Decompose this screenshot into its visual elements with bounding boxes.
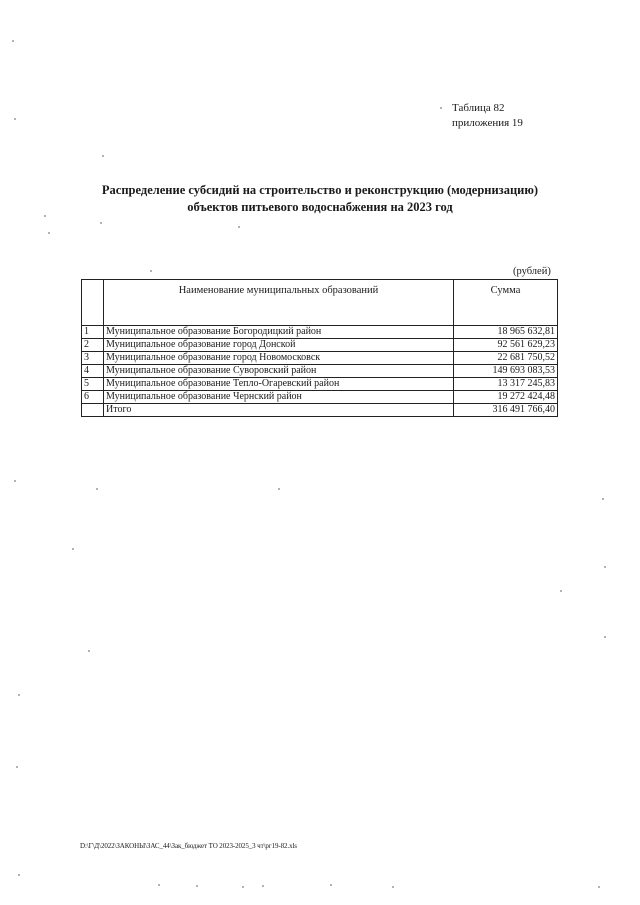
- row-name: Муниципальное образование Чернский район: [104, 391, 454, 404]
- table-row: [82, 352, 558, 365]
- row-number: 4: [82, 365, 104, 378]
- document-title: [60, 182, 580, 216]
- scan-speck: [196, 885, 198, 887]
- total-number: [82, 404, 104, 417]
- header-number: [82, 280, 104, 326]
- row-sum: 22 681 750,52: [454, 352, 558, 365]
- scan-speck: [238, 226, 240, 228]
- file-path: D:\Г\Д\2022\ЗАКОНЫ\ЗАС_44\Зак_бюджет ТО 2023-2025_3 чт\рг19-82.xls: [80, 842, 297, 850]
- row-sum: 18 965 632,81: [454, 326, 558, 339]
- row-number: 3: [82, 352, 104, 365]
- scan-speck: [330, 884, 332, 886]
- table-row: [82, 339, 558, 352]
- scan-speck: [14, 118, 16, 120]
- scan-speck: [12, 40, 14, 42]
- header-name: Наименование муниципальных образований: [104, 280, 454, 326]
- scan-speck: [96, 488, 98, 490]
- table-number: Таблица 82: [452, 102, 505, 114]
- scan-speck: [604, 566, 606, 568]
- scan-speck: [150, 270, 152, 272]
- table-total-row: [82, 404, 558, 417]
- scan-speck: [604, 636, 606, 638]
- table-header-row: [82, 280, 558, 326]
- table-row: [82, 391, 558, 404]
- scan-speck: [242, 886, 244, 888]
- scan-speck: [48, 232, 50, 234]
- row-sum: 19 272 424,48: [454, 391, 558, 404]
- row-sum: 149 693 083,53: [454, 365, 558, 378]
- scan-speck: [278, 488, 280, 490]
- scan-speck: [18, 874, 20, 876]
- row-name: Муниципальное образование Богородицкий район: [104, 326, 454, 339]
- table-row: [82, 326, 558, 339]
- subsidy-table: [81, 279, 558, 417]
- header-sum: Сумма: [454, 280, 558, 326]
- row-number: 6: [82, 391, 104, 404]
- row-number: 5: [82, 378, 104, 391]
- scan-speck: [100, 222, 102, 224]
- scan-speck: [392, 886, 394, 888]
- scan-speck: [560, 590, 562, 592]
- total-sum: 316 491 766,40: [454, 404, 558, 417]
- row-number: 1: [82, 326, 104, 339]
- row-number: 2: [82, 339, 104, 352]
- scan-speck: [44, 215, 46, 217]
- scan-speck: [158, 884, 160, 886]
- scan-speck: [18, 694, 20, 696]
- scan-speck: [262, 885, 264, 887]
- scan-speck: [602, 498, 604, 500]
- row-name: Муниципальное образование город Новомосковск: [104, 352, 454, 365]
- row-sum: 13 317 245,83: [454, 378, 558, 391]
- scan-speck: [102, 155, 104, 157]
- table-row: [82, 378, 558, 391]
- scan-speck: [16, 766, 18, 768]
- scan-speck: [598, 886, 600, 888]
- row-sum: 92 561 629,23: [454, 339, 558, 352]
- scan-speck: [14, 480, 16, 482]
- scan-speck: [88, 650, 90, 652]
- table-row: [82, 365, 558, 378]
- title-line-1: Распределение субсидий на строительство и реконструкцию (модернизацию): [101, 183, 539, 197]
- annex-reference: приложения 19: [452, 117, 523, 129]
- title-line-2: объектов питьевого водоснабжения на 2023 год: [187, 200, 453, 214]
- row-name: Муниципальное образование город Донской: [104, 339, 454, 352]
- total-label: Итого: [104, 404, 454, 417]
- row-name: Муниципальное образование Тепло-Огаревский район: [104, 378, 454, 391]
- units-label: (рублей): [513, 266, 551, 277]
- table-reference: [452, 101, 523, 131]
- scan-speck: [72, 548, 74, 550]
- scan-speck: [440, 107, 442, 109]
- row-name: Муниципальное образование Суворовский район: [104, 365, 454, 378]
